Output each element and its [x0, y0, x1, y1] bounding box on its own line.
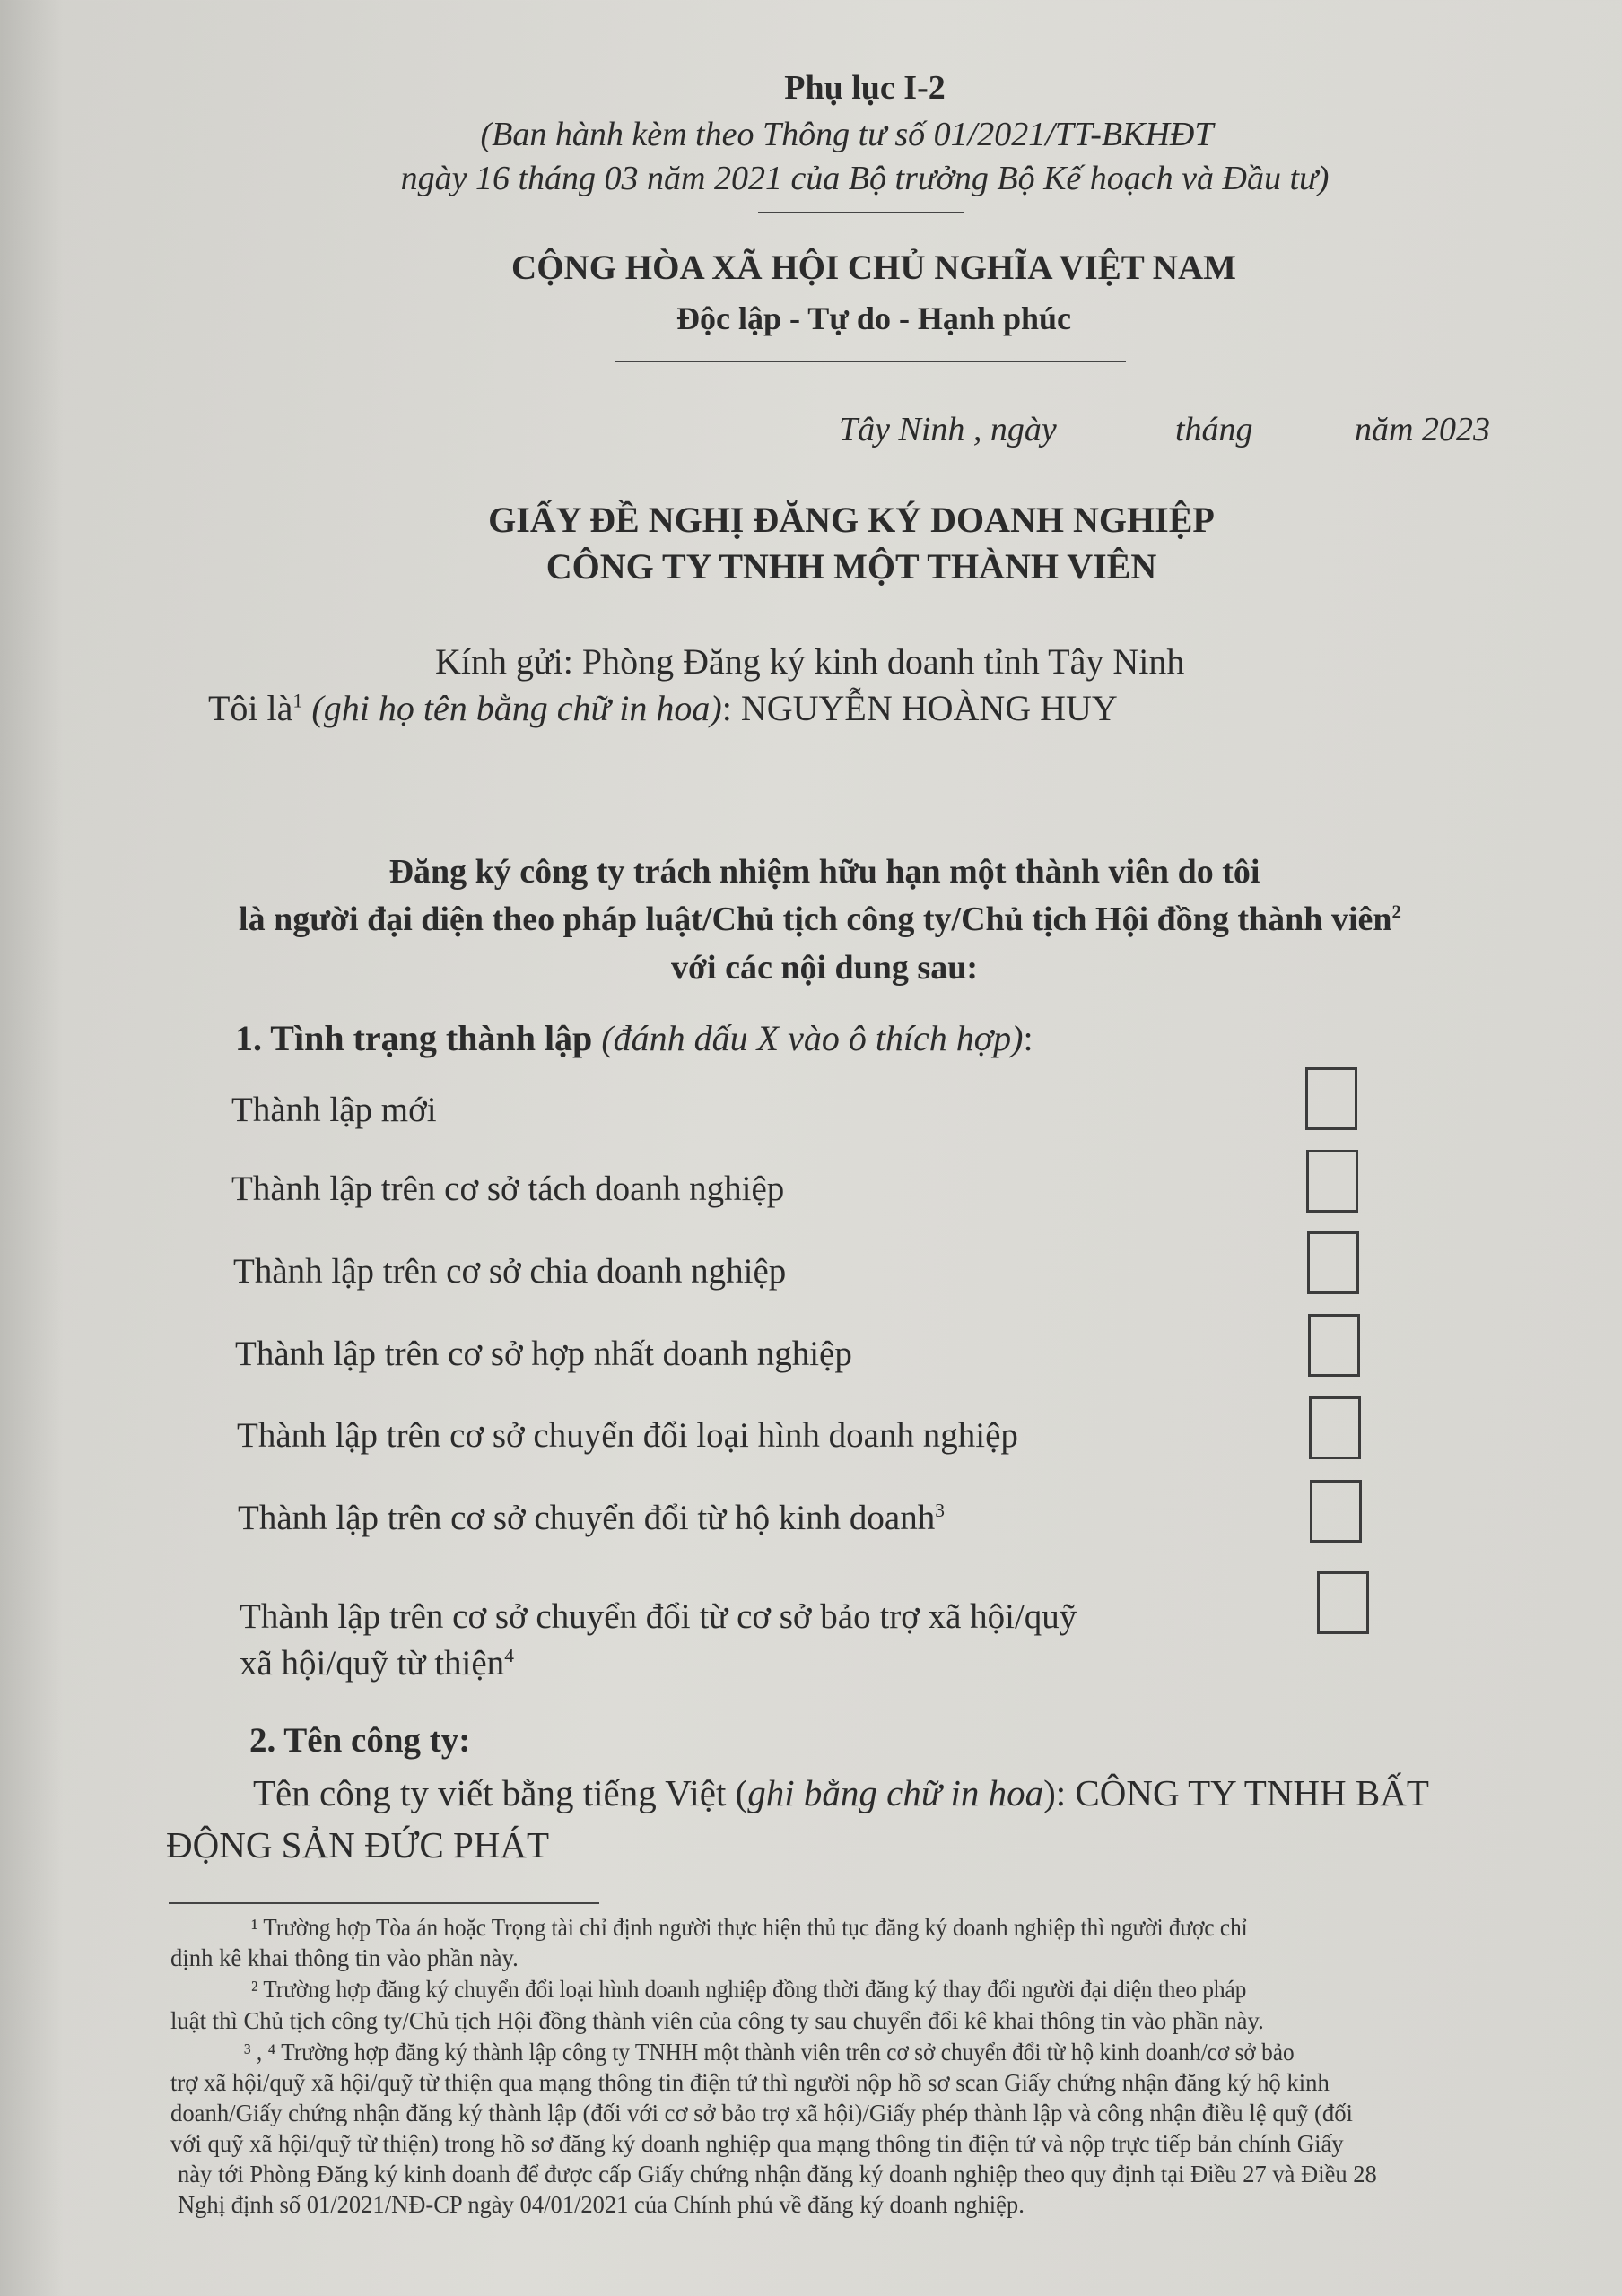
applicant-colon: : [721, 688, 732, 728]
footnote-ref-3: 3 [935, 1500, 945, 1521]
footnote-34-line-3: doanh/Giấy chứng nhận đăng ký thành lập (đối với cơ sở bảo trợ xã hội)/Giấy phép thành lập và công nhận điều lệ quỹ (đối [170, 2100, 1353, 2126]
nation-motto: Độc lập - Tự do - Hạnh phúc [676, 300, 1072, 336]
applicant-prefix: Tôi là [208, 688, 293, 728]
option-label-consolidate: Thành lập trên cơ sở hợp nhất doanh nghiệp [235, 1335, 852, 1373]
company-name-prefix: Tên công ty viết bằng tiếng Việt ( [253, 1772, 748, 1813]
footnote-34-line-2: trợ xã hội/quỹ xã hội/quỹ từ thiện qua mạng thông tin điện tử thì người nộp hồ sơ scan Giấy chứng nhận đăng ký hộ kinh [170, 2069, 1330, 2096]
section-1-heading [235, 1017, 1033, 1059]
option-label-divide: Thành lập trên cơ sở chia doanh nghiệp [233, 1252, 787, 1291]
register-line-1: Đăng ký công ty trách nhiệm hữu hạn một thành viên do tôi [388, 853, 1260, 891]
issued-underline [758, 212, 964, 213]
section-1-hint: (đánh dấu X vào ô thích hợp) [601, 1018, 1024, 1058]
option-label-new: Thành lập mới [231, 1091, 437, 1129]
footnote-ref-4: 4 [504, 1645, 514, 1666]
footnote-34-line-4: với quỹ xã hội/quỹ từ thiện) trong hồ sơ đăng ký doanh nghiệp qua mạng thông tin điện tử và nộp trực tiếp bản chính Giấy [170, 2130, 1344, 2157]
company-name-line [253, 1771, 1429, 1814]
company-name-continuation: ĐỘNG SẢN ĐỨC PHÁT [166, 1824, 550, 1866]
appendix-label: Phụ lục I-2 [784, 69, 946, 107]
issued-by-line-2: ngày 16 tháng 03 năm 2021 của Bộ trưởng Bộ Kế hoạch và Đầu tư) [400, 160, 1330, 197]
option-label-convert-type: Thành lập trên cơ sở chuyển đổi loại hình doanh nghiệp [237, 1416, 1018, 1455]
checkbox-split[interactable] [1306, 1150, 1358, 1213]
section-2-heading: 2. Tên công ty: [249, 1721, 471, 1760]
footnote-1-line-2: định kê khai thông tin vào phần này. [170, 1944, 519, 1971]
applicant-hint: (ghi họ tên bằng chữ in hoa) [311, 688, 722, 728]
footnote-1-line-1: ¹ Trường hợp Tòa án hoặc Trọng tài chỉ định người thực hiện thủ tục đăng ký doanh nghiệp thì người được chỉ [251, 1914, 1248, 1941]
checkbox-social-fund[interactable] [1317, 1571, 1369, 1634]
page-edge-shadow [0, 0, 63, 2296]
footnote-ref-1: 1 [292, 689, 303, 712]
footnote-ref-2: 2 [1391, 900, 1401, 923]
option-social-fund-text2: xã hội/quỹ từ thiện [240, 1644, 505, 1683]
footnote-2-line-1: ² Trường hợp đăng ký chuyển đổi loại hình doanh nghiệp đồng thời đăng ký thay đổi người đại diện theo pháp [251, 1976, 1247, 2003]
footnote-34-line-1: ³ , ⁴ Trường hợp đăng ký thành lập công ty TNHH một thành viên trên cơ sở chuyển đổi từ hộ kinh doanh/cơ sở bảo [244, 2039, 1295, 2066]
option-label-split: Thành lập trên cơ sở tách doanh nghiệp [231, 1170, 785, 1208]
footnote-separator [169, 1902, 599, 1904]
option-label-social-fund-cont [240, 1643, 514, 1683]
date-year: năm 2023 [1355, 411, 1490, 448]
checkbox-divide[interactable] [1307, 1231, 1359, 1294]
checkbox-convert-type[interactable] [1309, 1396, 1361, 1459]
issued-by-line-1: (Ban hành kèm theo Thông tư số 01/2021/TT-BKHĐT [480, 116, 1214, 153]
company-name-suffix: ): CÔNG TY TNHH BẤT [1043, 1772, 1429, 1813]
footnote-34-line-6: Nghị định số 01/2021/NĐ-CP ngày 04/01/2021 của Chính phủ về đăng ký doanh nghiệp. [178, 2191, 1025, 2218]
checkbox-household[interactable] [1310, 1480, 1362, 1543]
footnote-34-line-5: này tới Phòng Đăng ký kinh doanh để được cấp Giấy chứng nhận đăng ký doanh nghiệp theo quy định tại Điều 27 và Điều 28 [178, 2161, 1377, 2187]
date-place-day: Tây Ninh , ngày [839, 411, 1057, 448]
option-label-household [238, 1498, 945, 1538]
applicant-line [208, 687, 1118, 729]
checkbox-new[interactable] [1305, 1067, 1357, 1130]
recipient-line: Kính gửi: Phòng Đăng ký kinh doanh tỉnh Tây Ninh [435, 641, 1185, 682]
section-1-colon: : [1023, 1018, 1033, 1058]
option-household-text: Thành lập trên cơ sở chuyển đổi từ hộ kinh doanh [238, 1499, 936, 1537]
register-line-3: với các nội dung sau: [671, 949, 978, 987]
form-title-line-1: GIẤY ĐỀ NGHỊ ĐĂNG KÝ DOANH NGHIỆP [488, 500, 1215, 540]
checkbox-consolidate[interactable] [1308, 1314, 1360, 1377]
applicant-name: NGUYỄN HOÀNG HUY [740, 688, 1118, 728]
company-name-hint: ghi bằng chữ in hoa [747, 1772, 1044, 1813]
nation-title: CỘNG HÒA XÃ HỘI CHỦ NGHĨA VIỆT NAM [511, 248, 1236, 287]
section-1-title: 1. Tình trạng thành lập [235, 1018, 593, 1058]
form-title-line-2: CÔNG TY TNHH MỘT THÀNH VIÊN [545, 546, 1157, 587]
motto-underline [615, 361, 1126, 362]
option-label-social-fund: Thành lập trên cơ sở chuyển đổi từ cơ sở bảo trợ xã hội/quỹ [240, 1597, 1077, 1636]
footnote-2-line-2: luật thì Chủ tịch công ty/Chủ tịch Hội đồng thành viên của công ty sau chuyển đổi kê khai thông tin vào phần này. [170, 2007, 1264, 2034]
register-line-2-text: là người đại diện theo pháp luật/Chủ tịch công ty/Chủ tịch Hội đồng thành viên [239, 900, 1392, 938]
date-month: tháng [1175, 411, 1253, 448]
register-line-2 [9, 900, 1622, 939]
